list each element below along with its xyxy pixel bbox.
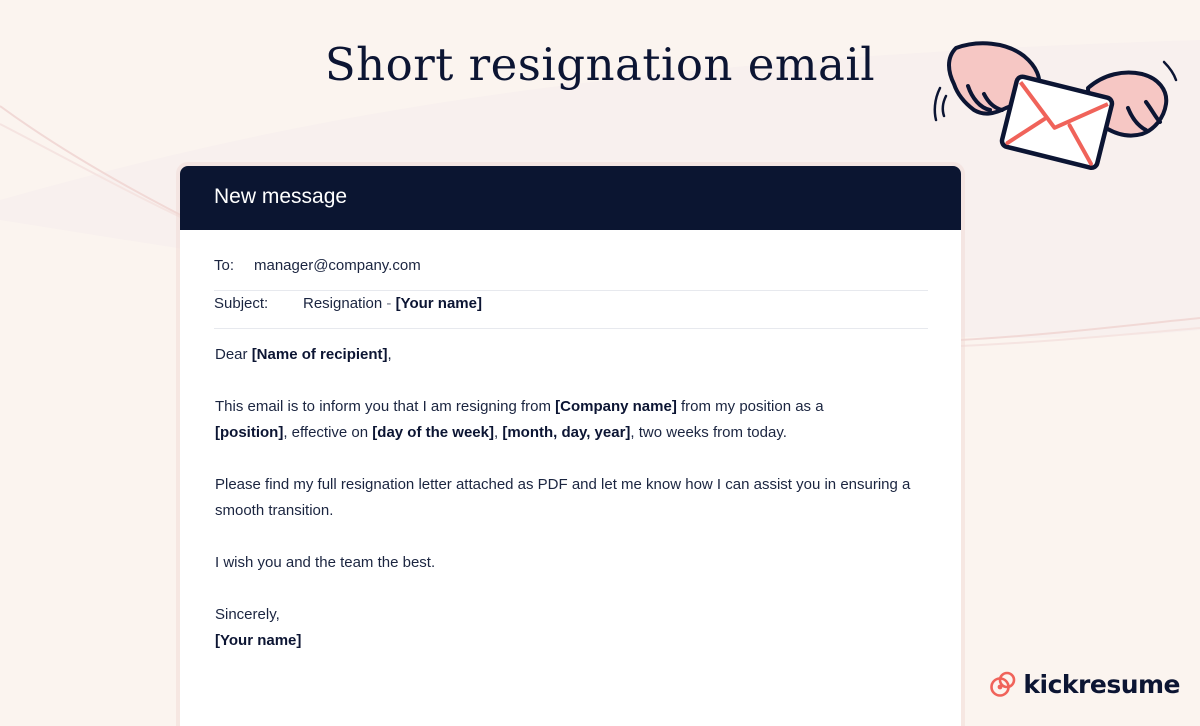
to-label: To: <box>214 257 235 274</box>
greeting <box>215 342 929 368</box>
subject-separator: - <box>382 295 396 312</box>
greeting-end: , <box>387 346 392 363</box>
message-body[interactable] <box>215 342 929 654</box>
signature: [Your name] <box>215 632 302 649</box>
greeting-text: Dear <box>215 346 248 363</box>
subject-label: Subject: <box>214 295 269 312</box>
email-compose-window <box>180 166 961 726</box>
paragraph-2: Please find my full resignation letter attached as PDF and let me know how I can assist you in ensuring a smooth transition. <box>215 476 911 519</box>
subject-placeholder: [Your name] <box>395 295 482 312</box>
subject-field[interactable] <box>214 290 928 329</box>
p1-text-4: , <box>493 424 499 441</box>
p1-text-1: This email is to inform you that I am resigning from <box>215 398 551 415</box>
company-placeholder: [Company name] <box>555 398 677 415</box>
date-placeholder: [month, day, year] <box>502 424 631 441</box>
p1-text-5: , two weeks from today. <box>630 424 787 441</box>
recipient-placeholder: [Name of recipient] <box>251 346 388 363</box>
flying-envelope-icon <box>928 38 1184 178</box>
day-placeholder: [day of the week] <box>372 424 494 441</box>
p1-text-2: from my position as a <box>681 398 824 415</box>
subject-text: Resignation <box>303 295 383 312</box>
closing: Sincerely, <box>215 606 280 623</box>
p1-text-3: , effective on <box>283 424 369 441</box>
page-title: Short resignation email <box>324 38 876 91</box>
to-field[interactable] <box>214 252 928 291</box>
compose-header: New message <box>180 166 961 230</box>
paragraph-1 <box>215 394 929 446</box>
position-placeholder: [position] <box>215 424 284 441</box>
paragraph-3: I wish you and the team the best. <box>215 554 436 571</box>
brand-name: kickresume <box>1023 669 1180 699</box>
to-input[interactable]: manager@company.com <box>254 257 421 274</box>
brand-logo <box>989 667 1180 701</box>
subject-input[interactable] <box>303 294 482 314</box>
kickresume-logo-icon <box>989 670 1017 698</box>
